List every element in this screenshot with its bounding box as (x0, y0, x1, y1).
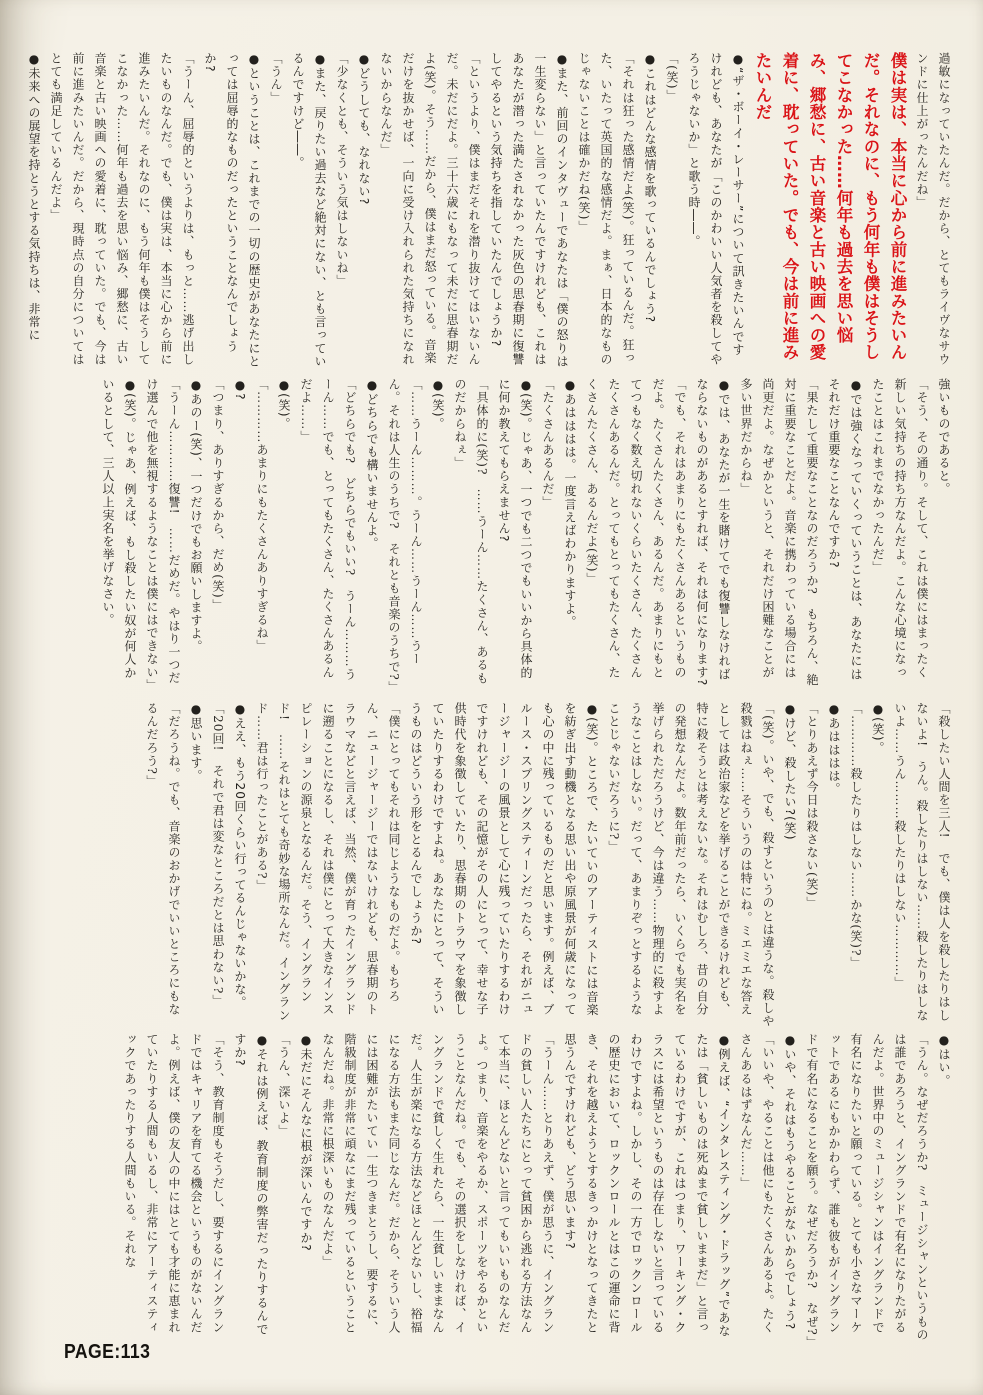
interviewer-question: ●(笑)。 (277, 378, 291, 431)
interviewee-answer: 「うーん、屈辱的というよりは、もっと……逃げ出したいものなんだ。でも、僕は実は、本当に心から前に進みたいんだ。それなのに、もう何年も僕はそうしてこなかった……何年も過去を思い悩み、郷愁に、古い音楽と古い映画への愛着に、耽っていた。でも、今は前に進みたいんだ。だから、現時点の自分についてはとても満足しているんだよ」 (49, 52, 195, 366)
interviewer-question: ●未来への展望を持とうとする気持ちは、非常に (27, 52, 41, 342)
interviewee-answer: 「うーん……とりあえず、僕が思うに、イングランドの貧しい人たちにとって貧困から逃れる方法なんて本当に、ほとんどないと言ってもいいものなんだよ。つまり、音楽をやるか、スポーツをやるかということなんだね。でも、その選択をしなければ、イングランドで貧しく生れたら、一生貧しいままなんだ。人生が楽になる方法などほとんどないし、裕福になる方法もまた同じなんだ。だから、そういう人には困難がたいてい一生つきまとうし、要するに、階級制度が非常に頑なにまだ残っているということなんだね。非常に根深いものなんだよ」 (321, 1033, 555, 1334)
interviewer-question: ●これはどんな感情を歌っているんでしょう? (643, 52, 657, 324)
interviewer-question: ●どうしても、なれない? (357, 52, 371, 206)
interviewee-answer: 「…………あまりにもたくさんありすぎるね」 (255, 378, 269, 653)
interviewee-answer: 「殺したい人間を三人! でも、僕は人を殺したりはしないよ! うん。殺したりはしない……殺したりはしないよ……うん………殺したりはしない…………」 (893, 702, 951, 1022)
interviewer-question: ●例えば、“インタレスティング・ドラッグ”であなたは「貧しいものは死ぬまで貧しいままだ」と言っているわけですが、これはつまり、ワーキング・クラスには希望というものは存在しないと言っているわけですよね。しかし、その一方でロックンロールの歴史において、ロックンロールとはこの運命に背き、それを越えようとするきっかけとなってきたと思うんですけれども、どう思います? (563, 1033, 731, 1338)
interviewee-answer: 「それは狂った感情だよ(笑)。狂っているんだ。狂った、いたって英国的な感情だよ。まぁ、日本的なものじゃないことは確かだね(笑)」 (577, 52, 635, 366)
interviewee-answer: 「(笑)。いや、でも、殺すというのとは違うな。殺しや殺戮はねぇ……そういうのは特にね。ミエミエな答えとしては政治家などを挙げることができるけれども、特に殺そうとは考えないな。それはむしろ、昔の自分の発想なんだよ。数年前だったら、いくらでも実名を挙げられただろうけど、今は違う……物理的に殺すようなことはしない。だって、あまりぞっとするようなことじゃないだろうに?」 (607, 702, 775, 1028)
interviewer-question: ●あはははは。 (827, 702, 841, 796)
interviewee-answer: 「僕にとってもそれは同じようなものだよ。もちろん、ニュージャージーではないけれども、思春期のトラウマなどと言えば、当然、僕が育ったイングランドに遡ることになるし、それは僕にとって大きなインスピレーションの源泉となるんだ。そう、イングランド! ……それはとても奇妙な場所なんだ。イングランド……君は行ったことがある?」 (255, 702, 401, 1022)
interviewer-question: ●いや、それはもうやることがないからでしょう? (783, 1033, 797, 1331)
interviewee-answer: 「具体的に(笑)? ……うーん……たくさん、あるものだからねぇ」 (453, 378, 489, 685)
interviewee-answer: 「でも、それはあまりにもたくさんあるというものだよ。たくさんたくさん、あるんだ。あまりにもとてつもなく数え切れないくらいたくさん、たくさんたくさんあるんだ。とってもとってもたくさん、たくさんたくさん、あるんだよ(笑)」 (585, 378, 687, 679)
interviewee-answer: 「20回! それで君は変なところだとは思わない?」 (211, 702, 225, 1008)
interviewee-answer: 「そう、その通り。そして、これは僕にはまったく新しい気持ちの持ち方なんだよ。こんな心境になったことはこれまでなかったんだ」 (871, 378, 929, 679)
interviewer-question: ●(笑)。ところで、たいていのアーティストには音楽を紡ぎ出す動機となる思い出や原風景が何歳になっても心の中に残っているものだと思います。例えば、ブルース・スプリングスティーンだったら、それがニュージャージーの風景として心に残っていたりするわけですけれども、その記憶がその人にとって、幸せな子供時代を象徴していたり、思春期のトラウマを象徴していたりするわけですよね。あなたにとって、そういうものはどういう形をとるんでしょうか? (409, 702, 599, 1017)
text-band-1 (27, 52, 955, 368)
interviewee-answer: 「少なくとも、そういう気はしないね」 (335, 52, 349, 288)
interviewer-question: ●ということは、これまでの一切の歴史があなたにとっては屈辱的なものだったということなんでしょうか? (203, 52, 261, 368)
pull-quote: 僕は実は、本当に心から前に進みたいんだ。それなのに、もう何年も僕はそうしてこなかった……何年も過去を思い悩み、郷愁に、古い音楽と古い映画への愛着に、耽っていた。でも、今は前に進みたいんだ (753, 52, 907, 361)
interviewer-question: ●では強くなっていくっていうことは、あなたにはそれだけ重要なことなんですか? (827, 378, 863, 681)
text-band-4 (50, 1033, 955, 1349)
interviewer-question: ●また、戻りたい過去など絶対にない、とも言っているんですけど――。 (291, 52, 327, 368)
page-number: PAGE:113 (64, 1341, 151, 1363)
text-band-3 (50, 702, 955, 1028)
interviewee-answer: 「とりあえず今日は殺さない(笑)」 (805, 702, 819, 910)
interviewee-answer: 「たくさんあるんだ」 (541, 378, 555, 509)
interviewee-answer: 「つまり、ありすぎるから、だめ(笑)」 (211, 378, 225, 612)
interviewee-answer: 「…………殺したりはしない……かな(笑)?」 (849, 702, 863, 970)
interviewer-question: ●また、前回のインタヴューであなたは「僕の怒りは一生変らない」と言っていたんですけれども、これはあなたが潜った満たされなかった灰色の思春期に復讐してやるという気持ちを指していたんでしょうか? (489, 52, 569, 368)
interviewer-question: ●あはははは。一度言えばわかりますよ。 (563, 378, 577, 629)
interviewee-answer: 「というより、僕はまだそれを潜り抜けてはいないんだ。未だにだよ。三十六歳にもなって未だに思春期だよ(笑)。そう……だから、僕はまだ怒っている。音楽だけを抜かせば、一向に受け入れられた気持ちになれないからなんだ」 (379, 52, 481, 366)
interviewee-answer: 「どちらでも? どちらでもいい? うーん………うーん……でも、とってもたくさん、たくさんあるんだよ……」 (299, 378, 357, 681)
interviewee-answer: 「(笑)」 (665, 52, 679, 103)
text-band-2 (50, 378, 955, 694)
interviewee-answer: 「うーん…………復讐! ……だめだ。やはり一つだけ選んで他を無視するようなことは僕にはできない」 (145, 378, 181, 692)
interviewer-question: ●それは例えば、教育制度の弊害だったりするんですか? (233, 1033, 269, 1336)
interviewer-question: ●未だにそんなに根が深いんですか? (299, 1033, 313, 1252)
interviewer-question: ●あのー(笑)、一つだけでもお願いしますよ。 (189, 378, 203, 654)
interviewer-question: ●ええ、もう20回くらい行ってるんじゃないかな。 (233, 702, 247, 1010)
interviewer-question: ●(笑)。じゃあ、例えば、もし殺したい奴が何人かいるとして、三人以上実名を挙げなさい。 (101, 378, 137, 680)
interviewer-question: ●では、あなたが一生を賭けてでも復讐しなければならないものがあるとすれば、それは何になります? (695, 378, 731, 687)
interviewee-answer: 「……うーん………。うーん……うーん……うーん。それは人生のうちで? それとも音楽のうちで?」 (387, 378, 423, 694)
interviewee-answer: 「うん、深いよ」 (277, 1033, 291, 1138)
interviewee-answer: 「だろうね。でも、音楽のおかげでいいところにもなるんだろう?」 (145, 702, 181, 1016)
interviewer-question: ●はい。 (937, 1033, 951, 1088)
interviewer-question: 強いものであると。 (937, 378, 951, 496)
interviewer-question: ●(笑)。 (871, 702, 885, 755)
interviewee-answer: 「うん。なぜだろうか? ミュージシャンというものは誰であろうと、イングランドで有名になりたがるんだよ。世界中のミュージシャンはイングランドで有名になりたいと願っている。とても小さなマーケットであるにもかかわらず、誰も彼もがイングランドで有名になることを願う。なぜだろうか? なぜ?」 (805, 1033, 929, 1349)
interviewer-question: ●けど、殺したい?(笑) (783, 702, 797, 841)
interviewee-answer: 「果たして重要なことなのだろうか? もちろん、絶対に重要なことだよ。音楽に携わっている場合には尚更だよ。なぜかというと、それだけ困難なことが多い世界だからね」 (739, 378, 819, 687)
interviewer-question: ●(笑)。 (431, 378, 445, 431)
interviewer-question: ●“ザ・ボーイ・レーサー”について訊きたいんですけれども、あなたが「このかわいい人気者を殺してやろうじゃないか」と歌う時――。 (687, 52, 745, 366)
interviewee-answer: 「うん」 (269, 52, 283, 105)
interviewer-question: ●思います。 (189, 702, 203, 783)
interviewee-answer: 過敏になっていたんだ。だから、とてもライヴなサウンドに仕上がったんだね」 (915, 52, 951, 366)
interviewer-question: ●どちらでも構いませんよ。 (365, 378, 379, 551)
interviewer-question: ●(笑)。じゃあ、一つでも二つでもいいから具体的に何か教えてもらえません? (497, 378, 533, 680)
interviewee-answer: 「そう、教育制度もそうだし、要するにイングランドではキャリアを育てる機会というものがないんだよ。例えば、僕の友人の中にはとても才能に恵まれていたりする人間もいるし、非常にアーティスティックであったりする人間もいる。それな (123, 1033, 225, 1334)
interviewer-question: ●? (233, 378, 247, 401)
interviewee-answer: 「いいや、やることは他にもたくさんあるよ。たくさんあるはずなんだ……」 (739, 1033, 775, 1334)
